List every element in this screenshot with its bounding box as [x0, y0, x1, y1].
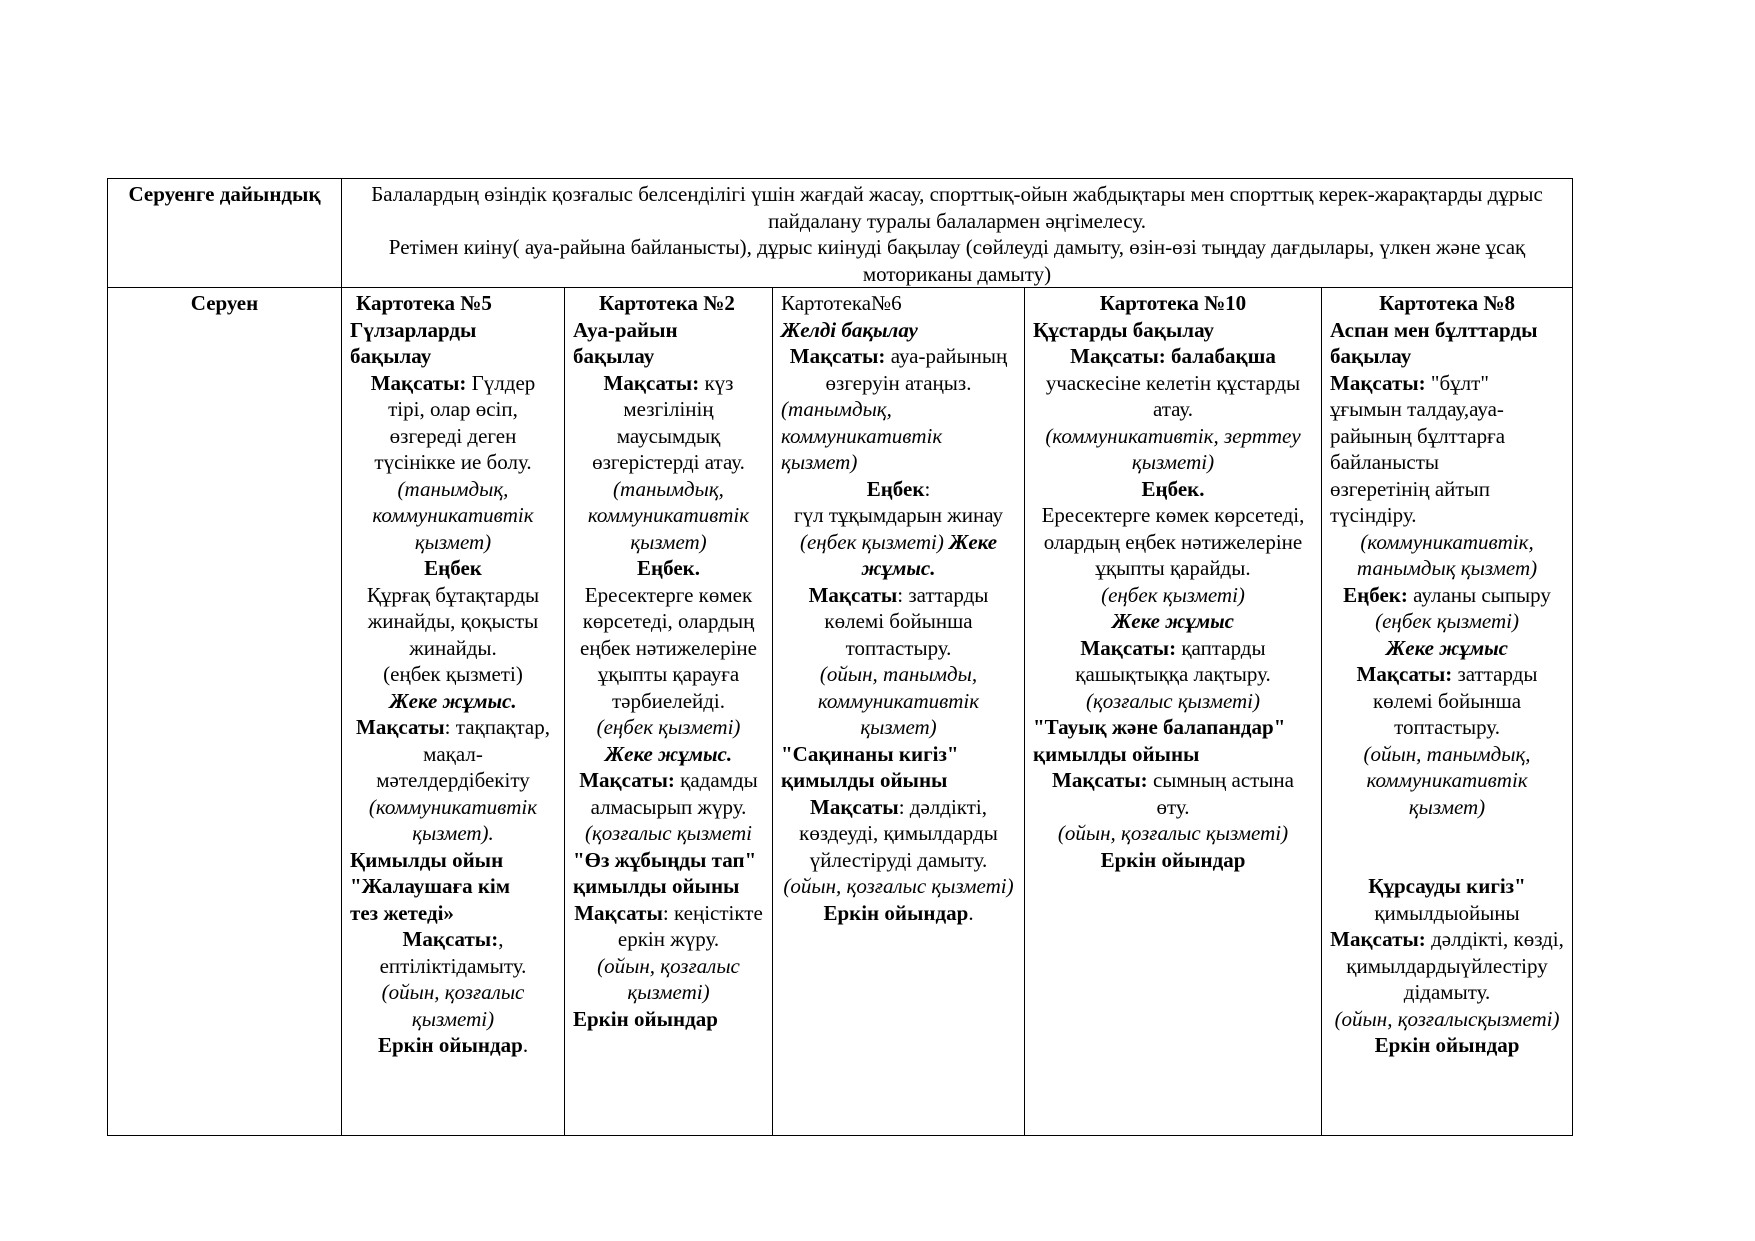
- card-labor-text: Ересектерге көмек көрсетеді, олардың еңбек нәтижелеріне ұқыпты қарайды.: [1041, 503, 1305, 580]
- card-game-goal: Мақсаты:, ептіліктідамыту.: [379, 927, 527, 978]
- card-individual-note: (коммуникативтік қызмет).: [368, 794, 538, 845]
- card-game-goal: Мақсаты: кеңістікте еркін жүру.: [574, 900, 763, 951]
- card-game-note: (ойын, қозғалыс қызметі): [783, 874, 1014, 898]
- walk-card-8: [1322, 288, 1573, 1136]
- card-labor-label: Еңбек: [424, 556, 482, 580]
- card-free-games: Еркін ойындар: [573, 1006, 718, 1031]
- card-labor-label: Еңбек:: [866, 476, 931, 501]
- card-game-title: Құрсауды кигіз": [1368, 874, 1526, 898]
- card-labor-note: (еңбек қызметі): [596, 715, 741, 739]
- card-goal-note: (коммуникативтік, зерттеу қызметі): [1045, 423, 1301, 474]
- card-number: Картотека №2: [599, 291, 735, 315]
- walk-card-5: [342, 288, 565, 1136]
- card-topic: Құстарды бақылау: [1033, 317, 1215, 342]
- card-topic: Аспан мен бұлттарды бақылау: [1330, 317, 1538, 368]
- card-goal-note: (танымдық, коммуникативтік қызмет): [587, 476, 750, 554]
- card-individual-goal: Мақсаты: тақпақтар, мақал-мәтелдердібекіту: [356, 715, 550, 792]
- card-goal: Мақсаты: "бұлт" ұғымын талдау,ауа-райының бұлттарға байланысты өзгеретінің айтып түсіндіру.: [1330, 370, 1506, 527]
- card-goal-label: Мақсаты: балабақша: [1070, 344, 1276, 368]
- card-number: Картотека№6: [781, 291, 902, 315]
- card-game-goal: Мақсаты: дәлдікті, көздеуді, қимылдарды үйлестіруді дамыту.: [799, 794, 998, 872]
- card-game-goal: Мақсаты: сымның астына өту.: [1052, 768, 1294, 819]
- prep-line-1: Балалардың өзіндік қозғалыс белсенділігі үшін жағдай жасау, спорттық-ойын жабдықтары мен спорттық керек-жарақтарды дұрыс пайдалану туралы балалармен әңгімелесу.: [371, 182, 1543, 233]
- card-individual-note: (қозғалыс қызметі): [1085, 688, 1261, 713]
- card-number: Картотека №10: [1099, 291, 1247, 315]
- spacer: [1330, 820, 1564, 873]
- walk-plan-table: [107, 178, 1573, 1136]
- card-labor-text: гүл тұқымдарын жинау: [794, 503, 1003, 527]
- card-individual-note: (ойын, танымдық, коммуникативтік қызмет): [1363, 741, 1531, 819]
- card-labor-note: (еңбек қызметі): [1101, 582, 1245, 607]
- card-free-games: Еркін ойындар: [1374, 1033, 1520, 1057]
- card-topic: Ауа-райын бақылау: [573, 317, 678, 368]
- prep-row: [108, 179, 1573, 288]
- walk-row: [108, 288, 1573, 1136]
- card-individual-goal: Мақсаты: заттарды көлемі бойынша топтастыру.: [808, 582, 989, 660]
- card-game-note: (ойын, қозғалыс қызметі): [597, 953, 740, 1004]
- walk-label-cell: [108, 288, 342, 1136]
- card-game-title: "Өз жұбыңды тап" қимылды ойыны: [573, 847, 757, 898]
- walk-label: Серуен: [190, 291, 259, 315]
- prep-info-cell: [342, 179, 1573, 288]
- card-free-games: Еркін ойындар.: [377, 1033, 529, 1057]
- card-game-title-rest: қимылдыойыны: [1374, 900, 1520, 925]
- prep-label: Серуенге дайындық: [128, 182, 321, 206]
- card-goal-note: (танымдық, коммуникативтік қызмет): [781, 397, 943, 474]
- card-labor-text: Ересектерге көмек көрсетеді, олардың еңбек нәтижелеріне ұқыпты қарауға тәрбиелейді.: [580, 582, 757, 713]
- walk-card-10: [1025, 288, 1322, 1136]
- card-labor: Еңбек: ауланы сыпыру: [1343, 582, 1551, 607]
- prep-line-2: Ретімен киіну( ауа-райына байланысты), дұрыс киінуді бақылау (сөйлеуді дамыту, өзін-өзі тыңдау дағдылары, үлкен және ұсақ моториканы дамыту): [388, 235, 1526, 286]
- card-individual-label: Жеке жұмыс.: [389, 688, 517, 713]
- card-individual-goal: Мақсаты: қадамды алмасырып жүру.: [579, 768, 758, 819]
- prep-label-cell: [108, 179, 342, 288]
- card-goal-note: (коммуникативтік, танымдық қызмет): [1356, 529, 1538, 580]
- card-goal: Мақсаты: ауа-райының өзгеруін атаңыз.: [789, 344, 1008, 395]
- card-topic: Желді бақылау: [781, 317, 918, 342]
- card-labor-note-and-individual: (еңбек қызметі) Жеке жұмыс.: [799, 529, 998, 580]
- card-free-games: Еркін ойындар: [1100, 847, 1246, 872]
- card-individual-note: (ойын, танымды, коммуникативтік қызмет): [817, 662, 980, 739]
- card-goal-note: (танымдық, коммуникативтік қызмет): [372, 476, 534, 554]
- card-number: Картотека №8: [1379, 291, 1515, 315]
- card-goal: Мақсаты: Гүлдер тірі, олар өсіп, өзгереді деген түсінікке ие болу.: [370, 370, 536, 474]
- card-individual-label: Жеке жұмыс: [1386, 635, 1508, 660]
- card-labor-note: (еңбек қызметі): [1375, 609, 1519, 633]
- card-game-title: "Тауық және балапандар" қимылды ойыны: [1033, 715, 1286, 766]
- walk-card-6: [773, 288, 1025, 1136]
- card-individual-label: Жеке жұмыс.: [604, 741, 733, 766]
- card-labor-text: Құрғақ бұтақтарды жинайды, қоқысты жинайды.: [366, 582, 540, 660]
- card-number: Картотека №5: [356, 291, 492, 315]
- card-individual-note: (қозғалыс қызметі: [584, 821, 753, 845]
- card-game-note: (ойын, қозғалысқызметі): [1334, 1006, 1560, 1031]
- card-game-title: "Сақинаны кигіз" қимылды ойыны: [781, 741, 959, 792]
- card-individual-goal: Мақсаты: қаптарды қашықтыққа лақтыру.: [1075, 635, 1271, 686]
- card-topic: Гүлзарларды бақылау: [350, 317, 477, 368]
- card-game-title: Қимылды ойын "Жалаушаға кім тез жетеді»: [350, 847, 511, 925]
- card-game-note: (ойын, қозғалыс қызметі): [381, 980, 525, 1031]
- card-goal: Мақсаты: күз мезгілінің маусымдық өзгерістерді атау.: [592, 370, 745, 474]
- card-goal-text: учаскесіне келетін құстарды атау.: [1045, 370, 1301, 421]
- card-labor-note: (еңбек қызметі): [383, 662, 523, 686]
- card-individual-label: Жеке жұмыс: [1112, 609, 1234, 633]
- card-game-note: (ойын, қозғалыс қызметі): [1057, 821, 1289, 845]
- card-game-goal: Мақсаты: дәлдікті, көзді, қимылдардыүйлестіру дідамыту.: [1330, 927, 1564, 1004]
- card-labor-label: Еңбек.: [1141, 476, 1205, 501]
- card-labor-label: Еңбек.: [637, 556, 700, 580]
- card-free-games: Еркін ойындар.: [823, 900, 974, 925]
- card-individual-goal: Мақсаты: заттарды көлемі бойынша топтастыру.: [1356, 662, 1538, 739]
- walk-card-2: [565, 288, 773, 1136]
